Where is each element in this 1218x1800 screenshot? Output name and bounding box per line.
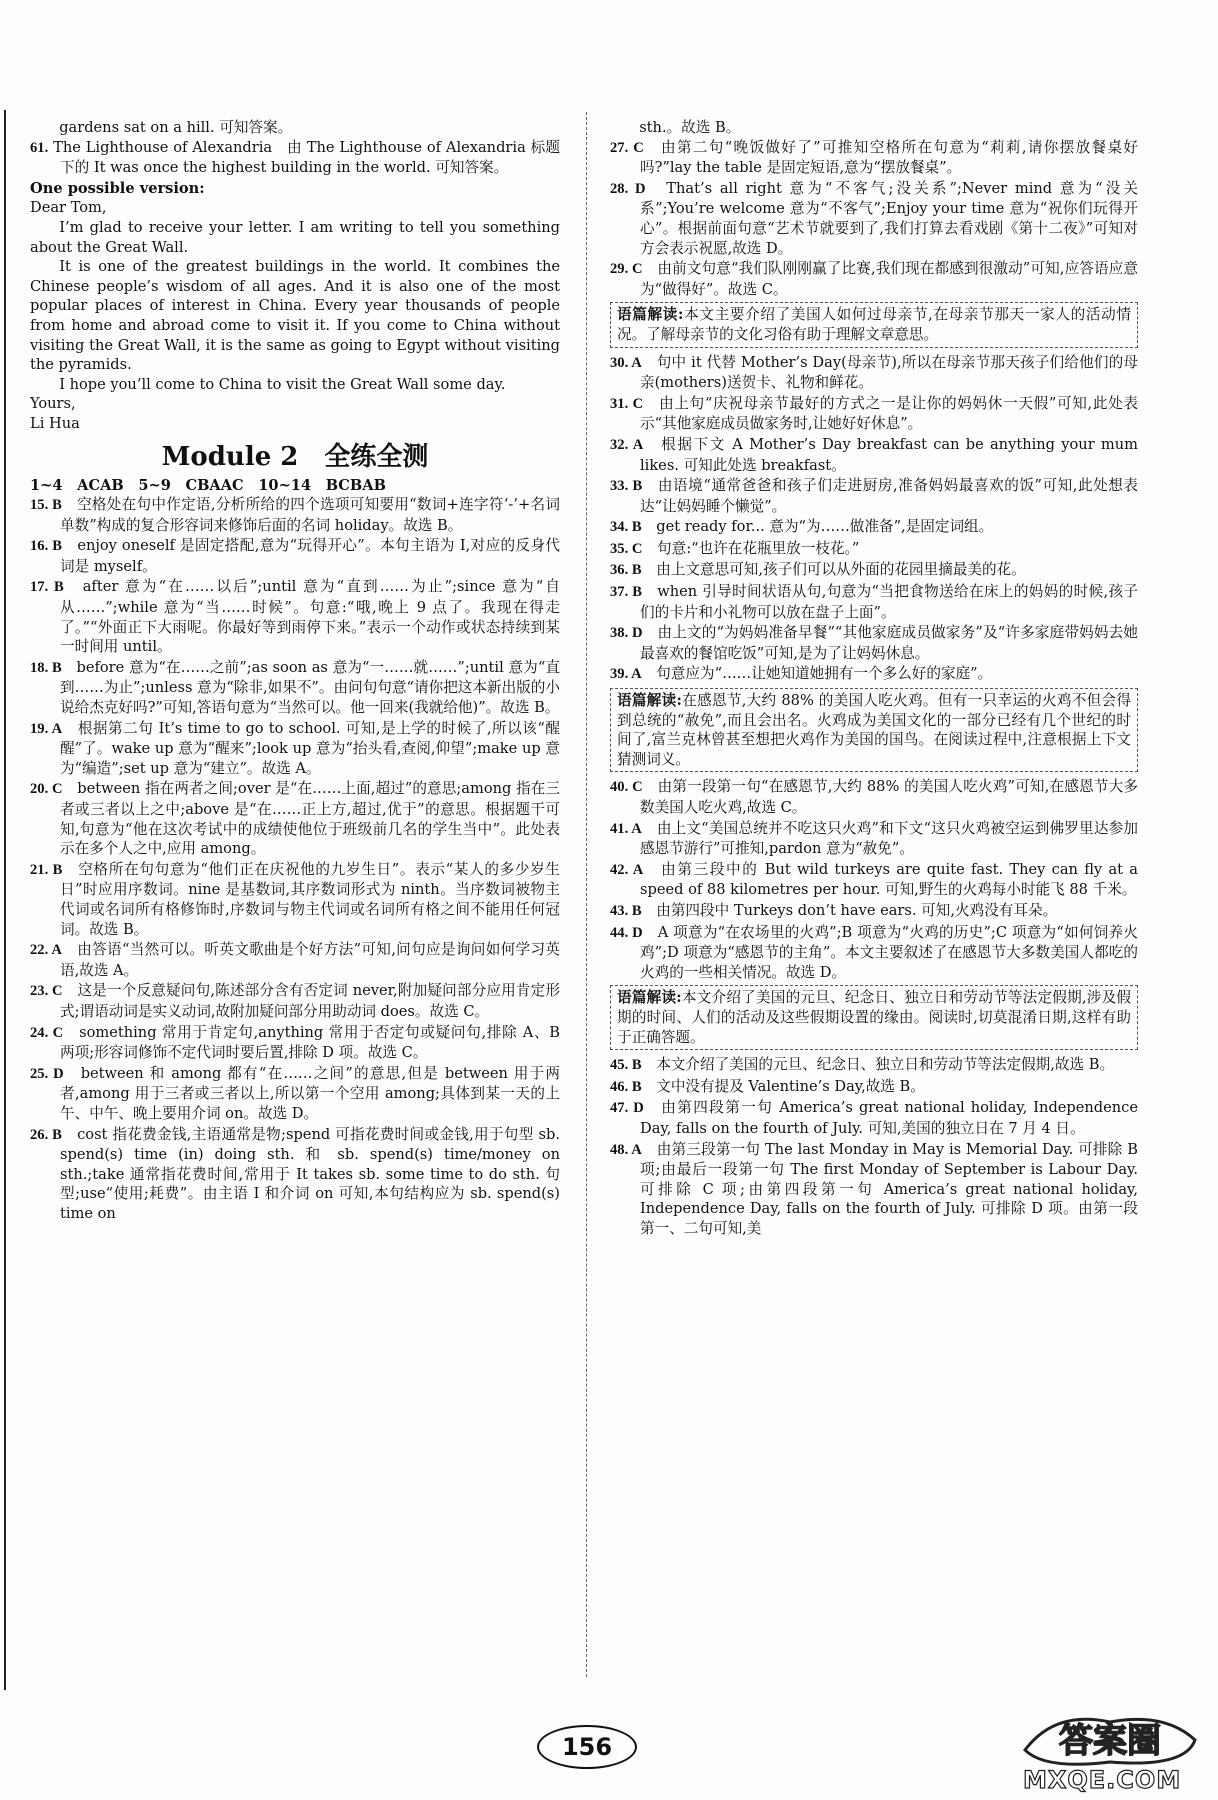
answer-item: 41. A 由上文“美国总统并不吃这只火鸡”和下文“这只火鸡被空运到佛罗里达参加感恩节游行”可推知,pardon 意为“赦免”。 <box>610 819 1138 858</box>
page-number: 156 <box>537 1725 637 1769</box>
answer-item: 21. B 空格所在句句意为“他们正在庆祝他的九岁生日”。表示“某人的多少岁生日”时应用序数词。nine 是基数词,其序数词形式为 ninth。当序数词被物主代词或名词所有格修饰时,序数词与物主代词或名词所有格之间不能用任何冠词。故选 B。 <box>30 860 561 938</box>
letter-paragraph: I hope you’ll come to China to visit the Great Wall some day. <box>59 375 506 393</box>
continued-text: gardens sat on a hill. 可知答案。 <box>59 119 293 136</box>
column-divider <box>586 112 587 1677</box>
answer-item: 20. C between 指在两者之间;over 是“在……上面,超过”的意思;among 指在三者或三者以上之中;above 是“在……正上方,超过,优于”的意思。根据题干可知,句意为“他在这次考试中的成绩使他位于班级前几名的学生当中”。此处表示在多个人之中,应用 among。 <box>30 780 560 858</box>
answer-item: 38. D 由上文的“为妈妈准备早餐”“其他家庭成员做家务”及“许多家庭带妈妈去她最喜欢的餐馆吃饭”可知,是为了让妈妈休息。 <box>610 624 1138 662</box>
watermark <box>1015 1710 1205 1796</box>
answer-item: 47. D 由第四段第一句 America’s great national holiday, Independence Day, falls on the fourth of July. 可知,美国的独立日在 7 月 4 日。 <box>610 1099 1138 1137</box>
letter-paragraph: It is one of the greatest buildings in the world. It combines the Chinese people’s wisdom of all ages. And it is also one of the most popular places of interest in China. Every year thousands of people from home and abroad come to visit it. If you come to China without visiting the Great Wall, it is the same as going to Egypt without visiting the pyramids. <box>30 258 560 374</box>
answer-item: 23. C 这是一个反意疑问句,陈述部分含有否定词 never,附加疑问部分应用肯定形式;谓语动词是实义动词,故附加疑问部分用助动词 does。故选 C。 <box>30 982 560 1020</box>
continued-text: sth.。故选 B。 <box>639 119 741 136</box>
answer-item: 35. C 句意:“也许在花瓶里放一枝花。” <box>610 539 860 557</box>
answer-item: 44. D A 项意为“在农场里的火鸡”;B 项意为“火鸡的历史”;C 项意为“如何饲养火鸡”;D 项意为“感恩节的主角”。本文主要叙述了在感恩节大多数美国人都吃的火鸡的一些相关情况。故选 D。 <box>610 923 1138 981</box>
answer-item: 28. D That’s all right 意为“不客气;没关系”;Never mind 意为“没关系”;You’re welcome 意为“不客气”;Enjoy your time 意为“祝你们玩得开心”。根据前面句意“艺术节就要到了,我们打算去看戏剧《第十二夜》”可知对方会表示祝愿,故选 D。 <box>610 179 1138 257</box>
answer-item: 45. B 本文介绍了美国的元旦、纪念日、独立日和劳动节等法定假期,故选 B。 <box>610 1056 1115 1074</box>
left-column <box>30 118 560 1224</box>
answer-item: 36. B 由上文意思可知,孩子们可以从外面的花园里摘最美的花。 <box>610 561 1026 579</box>
answer-item: 34. B get ready for... 意为“为……做准备”,是固定词组。 <box>610 518 994 536</box>
answer-item: 33. B 由语境“通常爸爸和孩子们走进厨房,准备妈妈最喜欢的饭”可知,此处想表达“让妈妈睡个懒觉”。 <box>610 477 1139 515</box>
answer-item: 46. B 文中没有提及 Valentine’s Day,故选 B。 <box>610 1077 925 1095</box>
right-column <box>610 118 1138 1239</box>
version-label: One possible version: <box>30 179 205 197</box>
answer-item: 26. B cost 指花费金钱,主语通常是物;spend 可指花费时间或金钱,用于句型 sb. spend(s) time (in) doing sth. 和 sb. spend(s) time/money on sth.;take 通常指花费时间,常用于 It takes sb. some time to do sth. 句型;use“使用;耗费”。由主语 I 和介词 on 可知,本句结构应为 sb. spend(s) time on <box>30 1125 560 1222</box>
answer-item: 37. B when 引导时间状语从句,句意为“当把食物送给在床上的妈妈的时候,孩子们的卡片和小礼物可以放在盘子上面”。 <box>610 583 1138 621</box>
page-left-border <box>4 110 6 1690</box>
letter-signature: Li Hua <box>30 414 80 432</box>
answer-item: 22. A 由答语“当然可以。听英文歌曲是个好方法”可知,问句应是询问如何学习英语,故选 A。 <box>30 941 560 979</box>
answer-item: 17. B after 意为“在……以后”;until 意为“直到……为止”;since 意为“自从……”;while 意为“当……时候”。句意:“哦,晚上 9 点了。我现在得走了。”“外面正下大雨呢。你最好等到雨停下来。”表示一个动作或状态持续到某一时间用 until。 <box>30 578 560 656</box>
answer-item: 25. D between 和 among 都有“在……之间”的意思,但是 between 用于两者,among 用于三者或三者以上,所以第一个空用 among;具体到某一天的上午、中午、晚上要用介词 on。故选 D。 <box>30 1064 560 1122</box>
watermark-logo-icon <box>1015 1710 1205 1772</box>
answer-item: 18. B before 意为“在……之前”;as soon as 意为“一……就……”;until 意为“直到……为止”;unless 意为“除非,如果不”。由问句句意“请你把这本新出版的小说给杰克好吗?”可知,答语句意为“当然可以。他一回来(我就给他)”。故选 B。 <box>30 658 560 717</box>
answer-item: 32. A 根据下文 A Mother’s Day breakfast can be anything your mum likes. 可知此处选 breakfast。 <box>610 435 1139 474</box>
answer-item: 43. B 由第四段中 Turkeys don’t have ears. 可知,火鸡没有耳朵。 <box>610 901 1058 919</box>
answer-item: 16. B enjoy oneself 是固定搭配,意为“玩得开心”。本句主语为 I,对应的反身代词是 myself。 <box>30 537 560 575</box>
answer-item: 30. A 句中 it 代替 Mother’s Day(母亲节),所以在母亲节那天孩子们给他们的母亲(mothers)送贺卡、礼物和鲜花。 <box>610 353 1138 392</box>
passage-note: 语篇解读:本文介绍了美国的元旦、纪念日、独立日和劳动节等法定假期,涉及假期的时间、人们的活动及这些假期设置的缘由。阅读时,切莫混淆日期,这样有助于正确答题。 <box>610 985 1138 1050</box>
answer-item: 42. A 由第三段中的 But wild turkeys are quite fast. They can fly at a speed of 88 kilometres per hour. 可知,野生的火鸡每小时能飞 88 千米。 <box>610 860 1138 899</box>
answer-item: 19. A 根据第二句 It’s time to go to school. 可知,是上学的时候了,所以该“醒醒”了。wake up 意为“醒来”;look up 意为“抬头看,查阅,仰望”;make up 意为“编造”;set up 意为“建立”。故选 A。 <box>30 719 560 777</box>
answer-item-61: 61. The Lighthouse of Alexandria 由 The Lighthouse of Alexandria 标题下的 It was once the highest building in the world. 可知答案。 <box>30 138 560 177</box>
passage-note: 语篇解读:本文主要介绍了美国人如何过母亲节,在母亲节那天一家人的活动情况。了解母亲节的文化习俗有助于理解文章意思。 <box>610 302 1138 347</box>
answer-item: 24. C something 常用于肯定句,anything 常用于否定句或疑问句,排除 A、B 两项;形容词修饰不定代词时要后置,排除 D 项。故选 C。 <box>30 1023 560 1062</box>
letter-salutation: Dear Tom, <box>30 199 107 217</box>
answer-item: 39. A 句意应为“……让她知道她拥有一个多么好的家庭”。 <box>610 665 993 683</box>
answer-item: 40. C 由第一段第一句“在感恩节,大约 88% 的美国人吃火鸡”可知,在感恩节大多数美国人吃火鸡,故选 C。 <box>610 778 1138 816</box>
letter-closing: Yours, <box>30 395 76 413</box>
answer-item: 15. B 空格处在句中作定语,分析所给的四个选项可知要用“数词+连字符‘-’+名词单数”构成的复合形容词来修饰后面的名词 holiday。故选 B。 <box>30 496 560 534</box>
answer-key-summary: 1~4 ACAB 5~9 CBAAC 10~14 BCBAB <box>30 476 386 494</box>
answer-item: 31. C 由上句“庆祝母亲节最好的方式之一是让你的妈妈休一天假”可知,此处表示“其他家庭成员做家务时,让她好好休息”。 <box>610 394 1138 433</box>
svg-text:答案圈: 答案圈 <box>1059 1721 1161 1761</box>
answer-item: 29. C 由前文句意“我们队刚刚赢了比赛,我们现在都感到很激动”可知,应答语应意为“做得好”。故选 C。 <box>610 260 1139 298</box>
letter-paragraph: I’m glad to receive your letter. I am writing to tell you something about the Great Wall. <box>30 218 560 256</box>
answer-item: 48. A 由第三段第一句 The last Monday in May is Memorial Day. 可排除 B 项;由最后一段第一句 The first Monday of September is Labour Day. 可排除 C 项;由第四段第一句 America’s great national holiday, Independence Day, falls on the fourth of July. 可排除 D 项。由第一段第一、二句可知,美 <box>610 1140 1138 1237</box>
answer-item: 27. C 由第二句“晚饭做好了”可推知空格所在句意为“莉莉,请你摆放餐桌好吗?”lay the table 是固定短语,意为“摆放餐桌”。 <box>610 138 1138 177</box>
passage-note: 语篇解读:在感恩节,大约 88% 的美国人吃火鸡。但有一只幸运的火鸡不但会得到总统的“赦免”,而且会出名。火鸡成为美国文化的一部分已经有几个世纪的时间了,富兰克林曾甚至想把火鸡作为美国的国鸟。在阅读过程中,注意根据上下文猜测词义。 <box>610 688 1138 772</box>
module-title: Module 2 全练全测 <box>161 441 429 472</box>
watermark-url: MXQE.COM <box>1023 1766 1182 1794</box>
